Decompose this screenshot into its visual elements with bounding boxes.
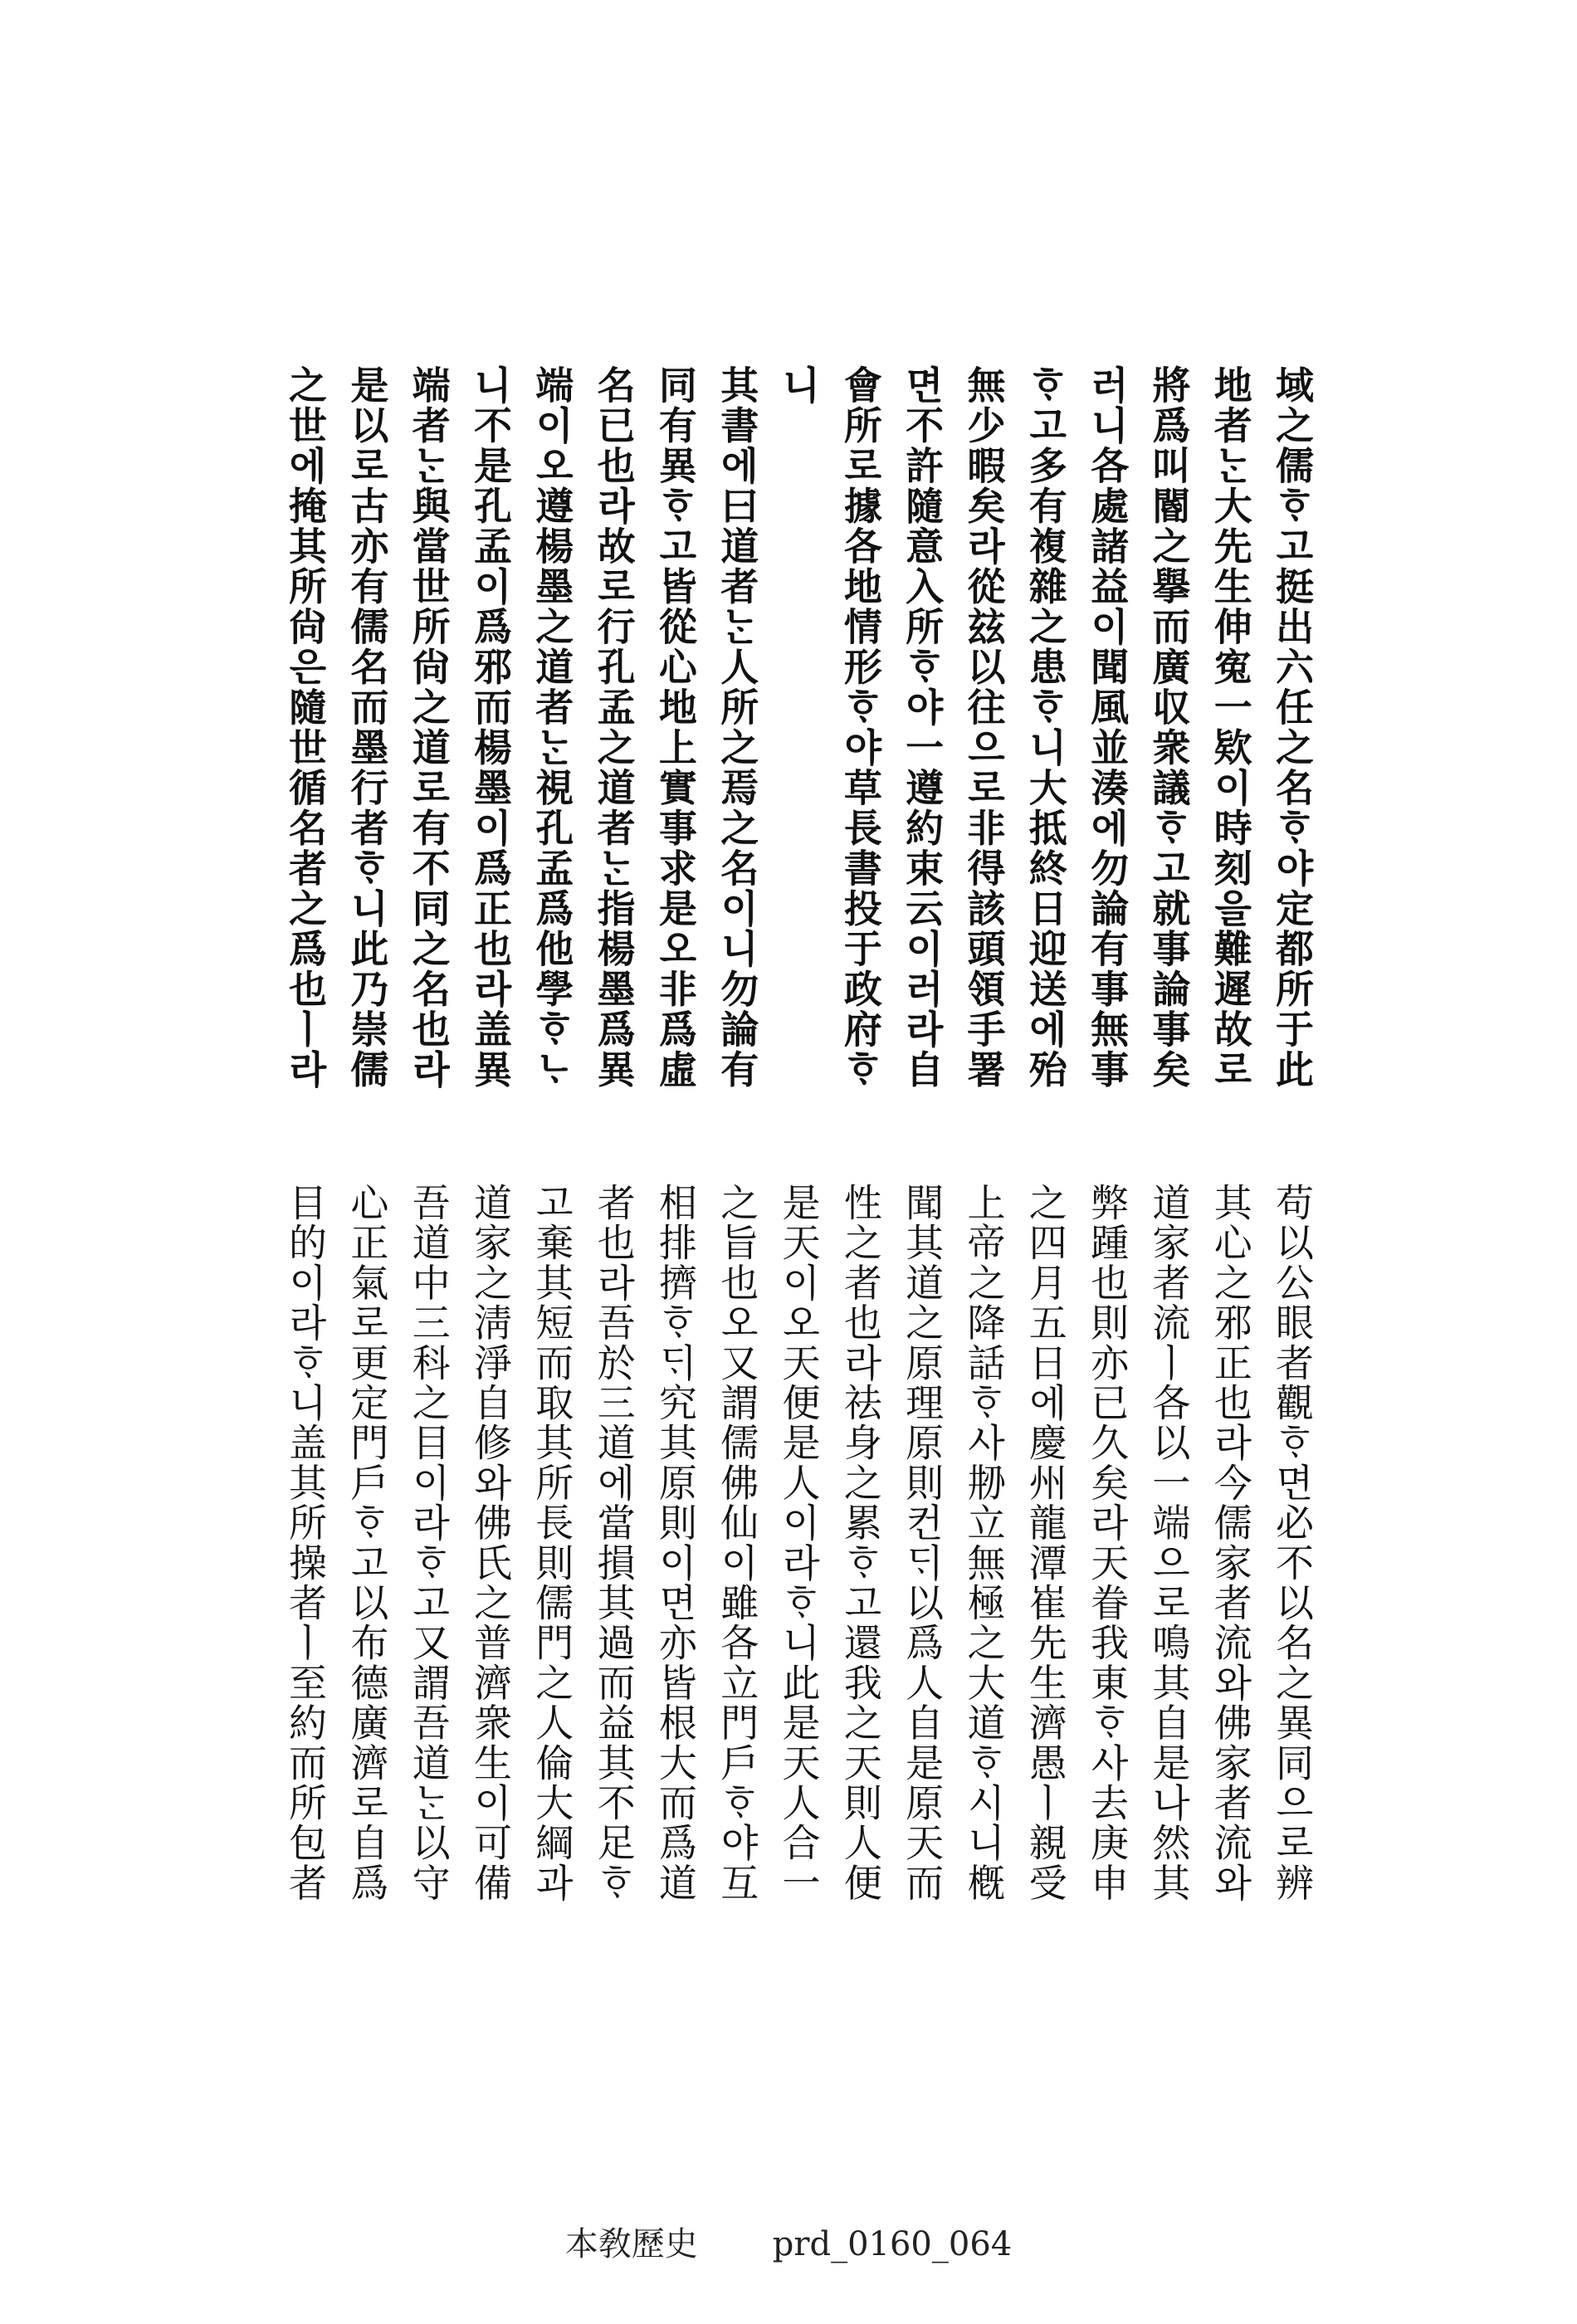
page-footer bbox=[0, 2218, 1577, 2265]
text-column: 端이오遵楊墨之道者ᄂᆞᆫ視孔孟爲他學ᄒᆞᄂᆞ bbox=[530, 365, 575, 1090]
text-column: 會所로據各地情形ᄒᆞ야草長書投于政府ᄒᆞ bbox=[837, 365, 883, 1090]
footer-title: 本敎歷史 bbox=[564, 2225, 698, 2263]
text-column: 上帝之降話ᄒᆞ사刱立無極之大道ᄒᆞ시니槪 bbox=[961, 1183, 1007, 1903]
text-column: 니 bbox=[776, 365, 822, 406]
text-column: 고棄其短而取其所長則儒門之人倫大綱과 bbox=[530, 1183, 575, 1903]
footer-page-id: prd_0160_064 bbox=[772, 2225, 1013, 2263]
lower-text-block bbox=[283, 1183, 1315, 1988]
text-column: 之旨也오又謂儒佛仙이雖各立門戶ᄒᆞ야互 bbox=[715, 1183, 760, 1903]
text-column: 是天이오天便是人이라ᄒᆞ니此是天人合一 bbox=[776, 1183, 822, 1903]
text-column: 러니各處諸益이聞風並湊에勿論有事無事 bbox=[1085, 365, 1130, 1090]
text-column: 면不許隨意入所ᄒᆞ야一遵約束云이러라自 bbox=[900, 365, 945, 1090]
text-column: 道家之淸淨自修와佛氏之普濟衆生이可備 bbox=[467, 1183, 513, 1903]
text-column: 之世에掩其所尙은隨世循名者之爲也ㅣ라 bbox=[283, 365, 328, 1090]
upper-text-block bbox=[283, 365, 1315, 1170]
text-column: 吾道中三科之目이라ᄒᆞ고又謂吾道ᄂᆞᆫ以守 bbox=[406, 1183, 452, 1903]
text-column: 니不是孔孟이爲邪而楊墨이爲正也라盖異 bbox=[467, 365, 513, 1090]
text-column: 目的이라ᄒᆞ니盖其所操者ㅣ至約而所包者 bbox=[283, 1183, 328, 1903]
text-column: 將爲叫閽之擧而廣収衆議ᄒᆞ고就事論事矣 bbox=[1146, 365, 1192, 1090]
text-column: 同有異ᄒᆞ고皆從心地上實事求是오非爲虛 bbox=[652, 365, 698, 1090]
text-column: 無少暇矣라從玆以往으로非得該頭領手署 bbox=[961, 365, 1007, 1090]
text-column: 地者ᄂᆞᆫ大先生伸寃一欵이時刻을難遲故로 bbox=[1208, 365, 1253, 1090]
text-column: 之四月五日에慶州龍潭崔先生濟愚ㅣ親受 bbox=[1023, 1183, 1068, 1903]
text-column: 者也라吾於三道에當損其過而益其不足ᄒᆞ bbox=[591, 1183, 637, 1903]
text-column: 心正氣로更定門戶ᄒᆞ고以布德廣濟로自爲 bbox=[344, 1183, 390, 1903]
text-column: 道家者流ㅣ各以一端으로鳴其自是나然其 bbox=[1146, 1183, 1192, 1903]
text-column: ᄒᆞ고多有複雜之患ᄒᆞ니大抵終日迎送에殆 bbox=[1023, 365, 1068, 1090]
text-column: 聞其道之原理原則컨ᄃᆡ以爲人自是原天而 bbox=[900, 1183, 945, 1903]
text-column: 性之者也라祛身之累ᄒᆞ고還我之天則人便 bbox=[837, 1183, 883, 1903]
text-column: 是以로古亦有儒名而墨行者ᄒᆞ니此乃崇儒 bbox=[344, 365, 390, 1090]
text-column: 相排擠ᄒᆞᄃᆡ究其原則이면亦皆根大而爲道 bbox=[652, 1183, 698, 1903]
text-column: 弊踵也則亦已久矣라天眷我東ᄒᆞ사去庚申 bbox=[1085, 1183, 1130, 1903]
text-column: 域之儒ᄒᆞ고挺出六任之名ᄒᆞ야定都所于此 bbox=[1270, 365, 1315, 1090]
text-column: 其心之邪正也라今儒家者流와佛家者流와 bbox=[1208, 1183, 1253, 1903]
text-column: 其書에曰道者ᄂᆞᆫ人所之焉之名이니勿論有 bbox=[715, 365, 760, 1090]
text-column: 名已也라故로行孔孟之道者ᄂᆞᆫ指楊墨爲異 bbox=[591, 365, 637, 1090]
text-column: 苟以公眼者觀ᄒᆞ면必不以名之異同으로辨 bbox=[1270, 1183, 1315, 1903]
text-column: 端者ᄂᆞᆫ與當世所尙之道로有不同之名也라 bbox=[406, 365, 452, 1090]
